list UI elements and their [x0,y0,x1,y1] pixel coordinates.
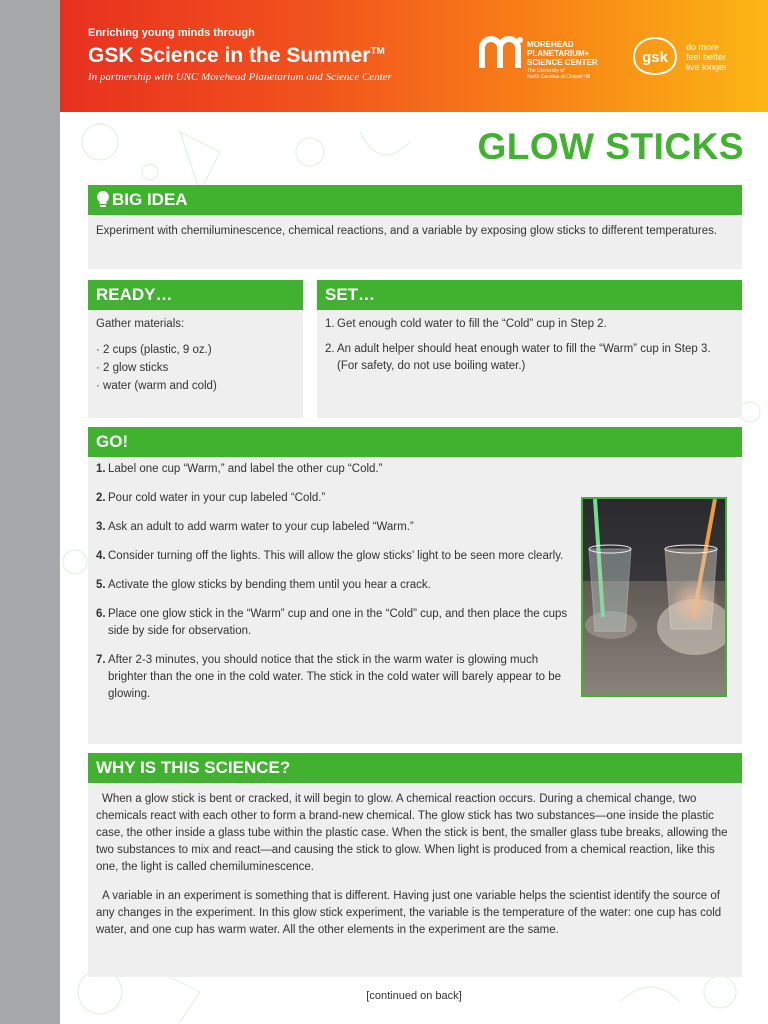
glow-sticks-photo-illustration [583,499,725,695]
go-heading: GO! [88,427,742,457]
materials-item: · water (warm and cold) [96,380,217,392]
morehead-university [527,68,617,80]
big-idea-panel [88,215,742,269]
why-science-heading: WHY IS THIS SCIENCE? [88,753,742,783]
step-number: 3. [96,521,106,533]
set-step [325,341,734,375]
why-science-panel [88,783,742,977]
step-text: Ask an adult to add warm water to your cup labeled “Warm.” [108,521,414,533]
lightbulb-icon [96,190,110,208]
step-text: Get enough cold water to fill the “Cold” cup in Step 2. [337,318,607,330]
step-number: 5. [96,579,106,591]
left-margin-strip [0,0,60,1024]
materials-intro: Gather materials: [96,318,185,330]
set-heading: SET… [317,280,742,310]
header-banner [60,0,768,112]
morehead-logo-icon [478,34,526,70]
step-text: An adult helper should heat enough water to fill the “Warm” cup in Step 3. (For safety, do not use boiling water.) [337,343,711,372]
morehead-name [527,40,617,67]
go-step [96,461,734,478]
big-idea-label: BIG IDEA [112,190,188,209]
set-step [325,316,734,333]
step-number: 2. [96,492,106,504]
gsk-logo-icon [632,36,678,76]
morehead-name-line-1: MOREHEAD [527,40,574,49]
glow-sticks-photo [581,497,727,697]
brand-name: GSK Science in the Summer [88,44,371,67]
step-text: Place one glow stick in the “Warm” cup and one in the “Cold” cup, and then place the cups side by side for observation. [108,608,568,637]
page-title: GLOW STICKS [477,126,744,167]
gsk-tagline-line-3: live longer [686,62,728,72]
morehead-sub-line-1: The University of [527,68,565,74]
big-idea-heading [88,185,742,215]
materials-list [96,342,295,395]
trademark-mark: TM [370,46,385,57]
materials-item: · 2 glow sticks [96,362,169,374]
program-brand [88,44,385,68]
continued-note: [continued on back] [366,990,462,1002]
gsk-tagline [686,42,727,72]
step-text: Consider turning off the lights. This will allow the glow sticks’ light to be seen more clearly. [108,550,564,562]
morehead-name-line-3: SCIENCE CENTER [527,58,598,67]
step-number: 1. [96,463,106,475]
gsk-logo-text: gsk [642,49,668,66]
morehead-name-line-2: PLANETARIUM+ [527,49,590,58]
gsk-tagline-line-1: do more [686,42,720,52]
big-idea-text: Experiment with chemiluminescence, chemical reactions, and a variable by exposing glow sticks to different temperatures. [96,225,718,237]
morehead-sub-line-2: North Carolina at Chapel Hill [527,74,591,80]
partnership-line: In partnership with UNC Morehead Planetarium and Science Center [88,71,392,83]
step-text: Label one cup “Warm,” and label the other cup “Cold.” [108,463,383,475]
set-panel [317,310,742,418]
step-number: 4. [96,550,106,562]
why-paragraph-2: A variable in an experiment is something that is different. Having just one variable helps the scientist identify the source of any changes in the experiment. In this glow stick experiment, the variable is the temperature of the water: one cup has cold water, and one cup has warm water. All the other elements in the experiment are the same. [96,890,722,936]
ready-heading: READY… [88,280,303,310]
header-tagline: Enriching young minds through [88,27,255,39]
set-steps-list [325,316,734,375]
worksheet-page [60,0,768,1024]
step-number: 6. [96,608,106,620]
step-number: 1. [325,318,335,330]
materials-item: · 2 cups (plastic, 9 oz.) [96,344,212,356]
step-text: Pour cold water in your cup labeled “Cold.” [108,492,326,504]
ready-panel [88,310,303,418]
why-paragraph-1: When a glow stick is bent or cracked, it will begin to glow. A chemical reaction occurs. During a chemical change, two chemicals react with each other to form a brand-new chemical. The glow stick has two substances—one inside the plastic case, the other inside a glass tube within the plastic case. When the stick is bent, the smaller glass tube breaks, allowing the two substances to mix and react—and causing the stick to glow. When light is produced from a chemical reaction, like this one, the light is called chemiluminescence. [96,793,728,873]
step-text: After 2-3 minutes, you should notice that the stick in the warm water is glowing much brighter than the one in the cold water. The stick in the cold water will barely appear to be glowing. [108,654,562,700]
step-number: 2. [325,343,335,355]
step-number: 7. [96,654,106,666]
gsk-tagline-line-2: feel better [686,52,727,62]
step-text: Activate the glow sticks by bending them until you hear a crack. [108,579,431,591]
